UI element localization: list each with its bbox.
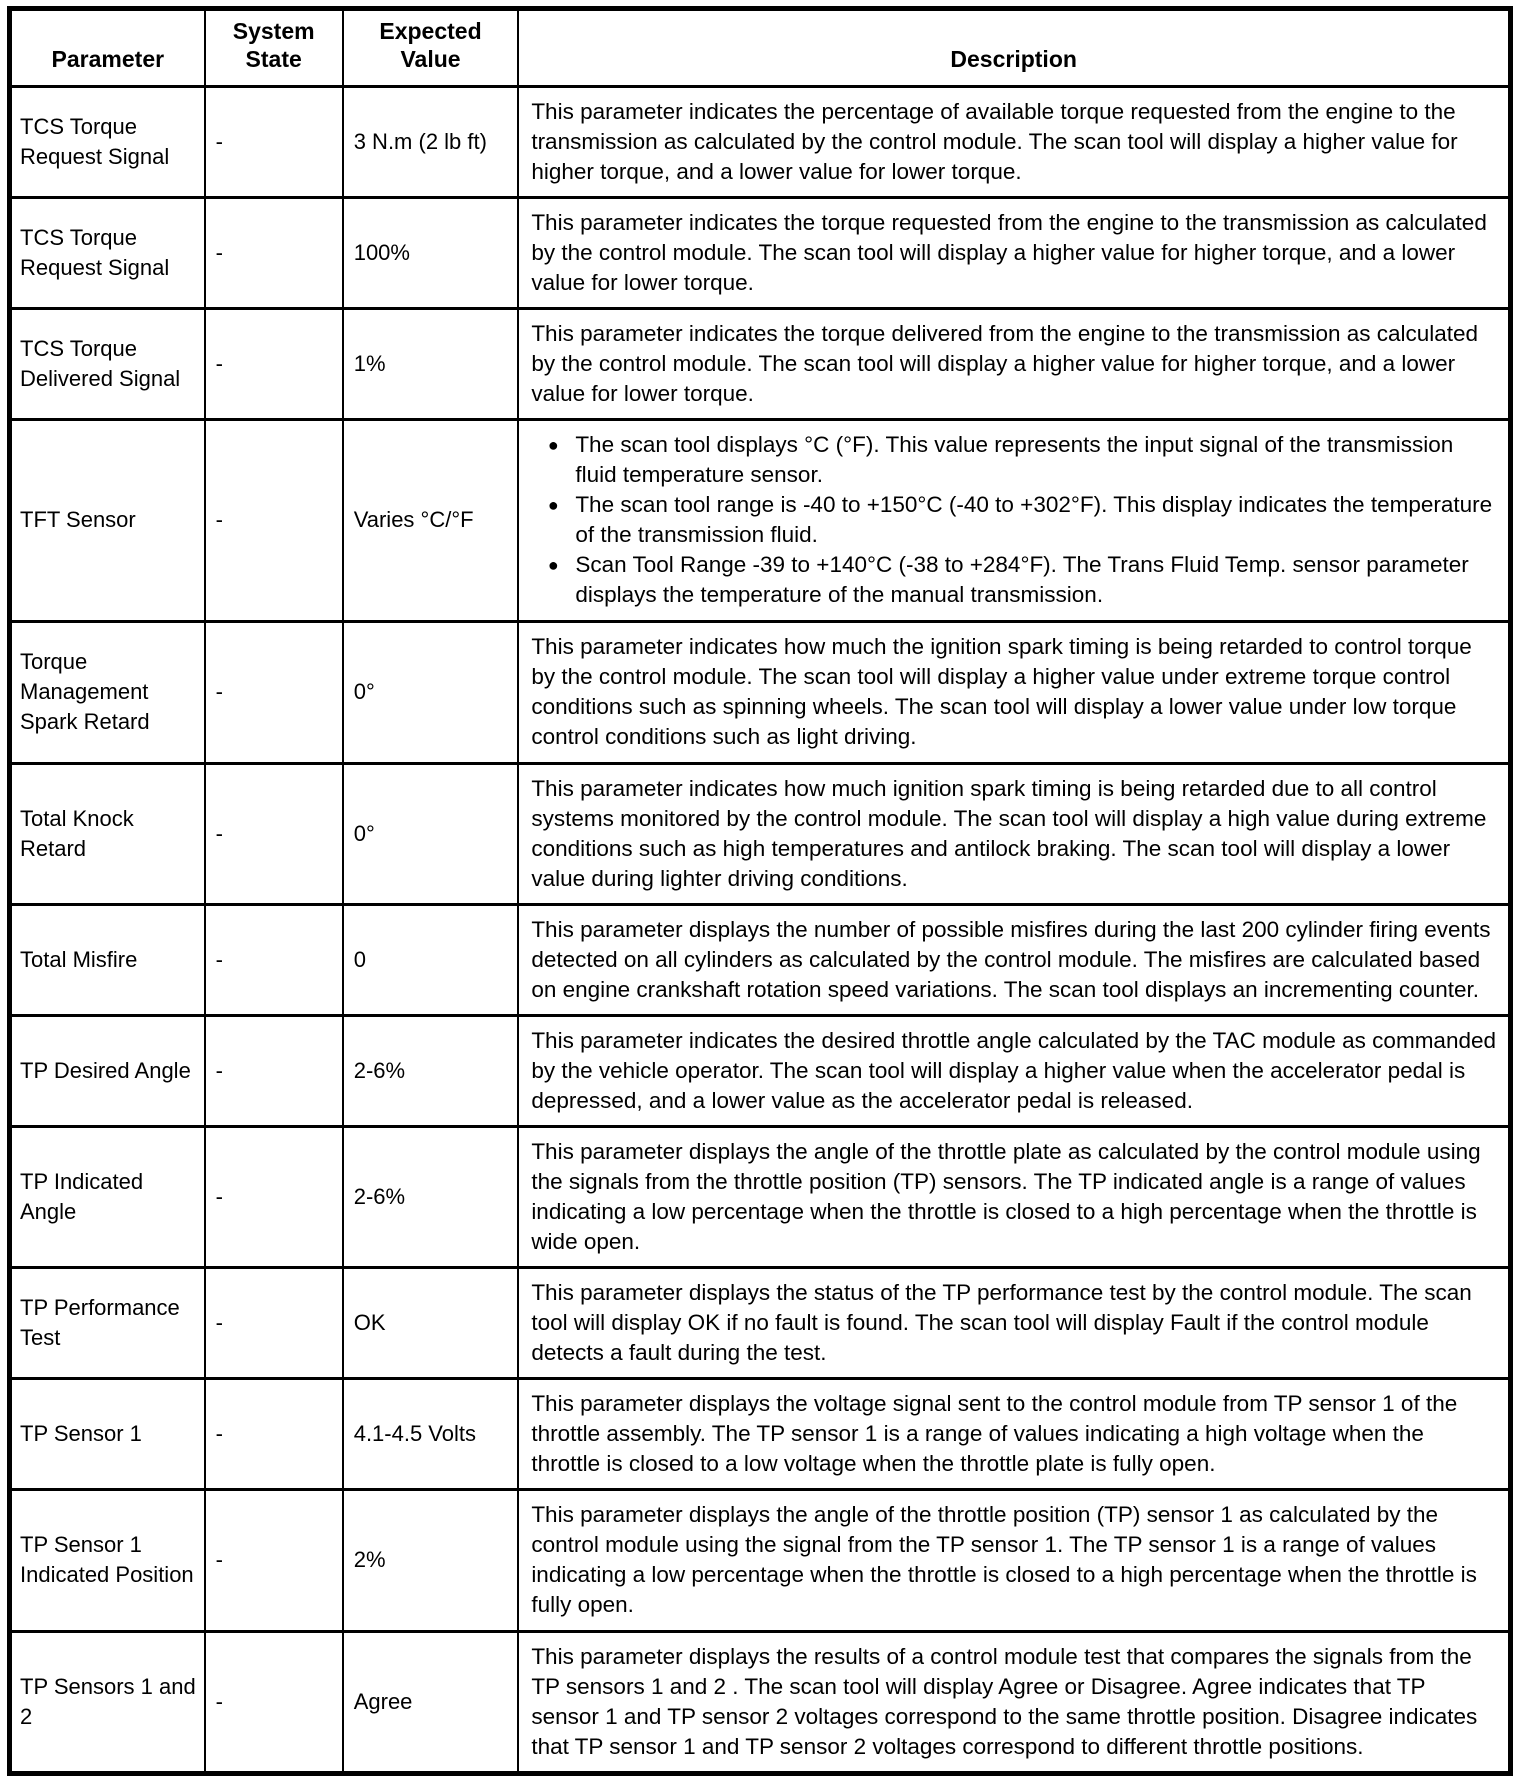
bullet-icon: ● [547, 495, 559, 516]
description-cell: This parameter indicates the torque delivered from the engine to the transmission as calculated by the control module. The scan tool will display a higher value for higher torque, and a lower value for lower torque. [518, 308, 1510, 419]
system-state-cell: - [205, 905, 343, 1016]
parameter-cell: TP Desired Angle [10, 1015, 205, 1126]
table-row [10, 622, 1511, 763]
description-cell: This parameter indicates how much the ignition spark timing is being retarded to control torque by the control module. The scan tool will display a higher value under extreme torque control conditions such as spinning wheels. The scan tool will display a lower value under low torque control conditions such as light driving. [518, 622, 1510, 763]
description-cell: This parameter displays the status of the TP performance test by the control module. The scan tool will display OK if no fault is found. The scan tool will display Fault if the control module detects a fault during the test. [518, 1268, 1510, 1379]
description-cell [518, 419, 1510, 621]
description-cell: This parameter displays the angle of the throttle plate as calculated by the control module using the signals from the throttle position (TP) sensors. The TP indicated angle is a range of values indicating a low percentage when the throttle is closed to a high percentage when the throttle is wide open. [518, 1126, 1510, 1267]
system-state-cell: - [205, 87, 343, 198]
parameter-cell: TCS Torque Request Signal [10, 197, 205, 308]
column-header-parameter: Parameter [10, 9, 205, 87]
parameter-spec-table [7, 6, 1513, 1776]
parameter-cell: TP Performance Test [10, 1268, 205, 1379]
system-state-cell: - [205, 1631, 343, 1774]
column-header-system-state: System State [205, 9, 343, 87]
table-row [10, 308, 1511, 419]
list-item [531, 490, 1498, 550]
description-cell: This parameter indicates the torque requested from the engine to the transmission as calculated by the control module. The scan tool will display a higher value for higher torque, and a lower value for lower torque. [518, 197, 1510, 308]
expected-value-cell: Varies °C/°F [343, 419, 519, 621]
description-cell: This parameter displays the number of possible misfires during the last 200 cylinder firing events detected on all cylinders as calculated by the control module. The misfires are calculated based on engine crankshaft rotation speed variations. The scan tool displays an incrementing counter. [518, 905, 1510, 1016]
parameter-cell: Torque Management Spark Retard [10, 622, 205, 763]
description-cell: This parameter indicates how much ignition spark timing is being retarded due to all control systems monitored by the control module. The scan tool will display a high value during extreme conditions such as high temperatures and antilock braking. The scan tool will display a lower value during lighter driving conditions. [518, 763, 1510, 904]
list-item [531, 550, 1498, 610]
description-cell: This parameter displays the angle of the throttle position (TP) sensor 1 as calculated by the control module using the signal from the TP sensor 1. The TP sensor 1 is a range of values indicating a low percentage when the throttle is closed to a high percentage when the throttle is fully open. [518, 1490, 1510, 1631]
column-header-description: Description [518, 9, 1510, 87]
table-row [10, 905, 1511, 1016]
expected-value-cell: 1% [343, 308, 519, 419]
description-cell: This parameter displays the voltage signal sent to the control module from TP sensor 1 of the throttle assembly. The TP sensor 1 is a range of values indicating a high voltage when the throttle is closed to a low voltage when the throttle plate is fully open. [518, 1379, 1510, 1490]
bullet-icon: ● [547, 435, 559, 456]
bullet-text: The scan tool range is -40 to +150°C (-40 to +302°F). This display indicates the temperature of the transmission fluid. [575, 492, 1493, 548]
system-state-cell: - [205, 1379, 343, 1490]
expected-value-cell: 2-6% [343, 1126, 519, 1267]
description-cell: This parameter indicates the percentage of available torque requested from the engine to the transmission as calculated by the control module. The scan tool will display a higher value for higher torque, and a lower value for lower torque. [518, 87, 1510, 198]
system-state-cell: - [205, 1015, 343, 1126]
table-row [10, 1126, 1511, 1267]
system-state-cell: - [205, 197, 343, 308]
parameter-cell: Total Knock Retard [10, 763, 205, 904]
system-state-cell: - [205, 1126, 343, 1267]
system-state-cell: - [205, 763, 343, 904]
table-row [10, 1631, 1511, 1774]
table-row [10, 197, 1511, 308]
parameter-cell: TP Sensor 1 [10, 1379, 205, 1490]
column-header-expected-value: Expected Value [343, 9, 519, 87]
expected-value-cell: Agree [343, 1631, 519, 1774]
parameter-cell: TP Sensor 1 Indicated Position [10, 1490, 205, 1631]
system-state-cell: - [205, 1268, 343, 1379]
bullet-icon: ● [547, 555, 559, 576]
expected-value-cell: OK [343, 1268, 519, 1379]
list-item [531, 430, 1498, 490]
parameter-cell: TCS Torque Request Signal [10, 87, 205, 198]
description-bullet-list [531, 430, 1498, 610]
system-state-cell: - [205, 1490, 343, 1631]
parameter-cell: TP Indicated Angle [10, 1126, 205, 1267]
table-row [10, 1268, 1511, 1379]
parameter-cell: Total Misfire [10, 905, 205, 1016]
expected-value-cell: 0 [343, 905, 519, 1016]
expected-value-cell: 100% [343, 197, 519, 308]
bullet-text: The scan tool displays °C (°F). This value represents the input signal of the transmission fluid temperature sensor. [575, 432, 1454, 488]
expected-value-cell: 4.1-4.5 Volts [343, 1379, 519, 1490]
table-row [10, 1490, 1511, 1631]
expected-value-cell: 3 N.m (2 lb ft) [343, 87, 519, 198]
description-cell: This parameter displays the results of a control module test that compares the signals from the TP sensors 1 and 2 . The scan tool will display Agree or Disagree. Agree indicates that TP sensor 1 and TP sensor 2 voltages correspond to the same throttle position. Disagree indicates that TP sensor 1 and TP sensor 2 voltages correspond to different throttle positions. [518, 1631, 1510, 1774]
parameter-cell: TCS Torque Delivered Signal [10, 308, 205, 419]
expected-value-cell: 2-6% [343, 1015, 519, 1126]
system-state-cell: - [205, 419, 343, 621]
system-state-cell: - [205, 622, 343, 763]
table-row [10, 87, 1511, 198]
expected-value-cell: 0° [343, 622, 519, 763]
expected-value-cell: 0° [343, 763, 519, 904]
parameter-cell: TP Sensors 1 and 2 [10, 1631, 205, 1774]
bullet-text: Scan Tool Range -39 to +140°C (-38 to +284°F). The Trans Fluid Temp. sensor parameter displays the temperature of the manual transmission. [575, 552, 1469, 608]
expected-value-cell: 2% [343, 1490, 519, 1631]
parameter-cell: TFT Sensor [10, 419, 205, 621]
table-header-row [10, 9, 1511, 87]
table-row [10, 1379, 1511, 1490]
system-state-cell: - [205, 308, 343, 419]
table-row [10, 419, 1511, 621]
table-row [10, 763, 1511, 904]
description-cell: This parameter indicates the desired throttle angle calculated by the TAC module as commanded by the vehicle operator. The scan tool will display a higher value when the accelerator pedal is depressed, and a lower value as the accelerator pedal is released. [518, 1015, 1510, 1126]
table-row [10, 1015, 1511, 1126]
